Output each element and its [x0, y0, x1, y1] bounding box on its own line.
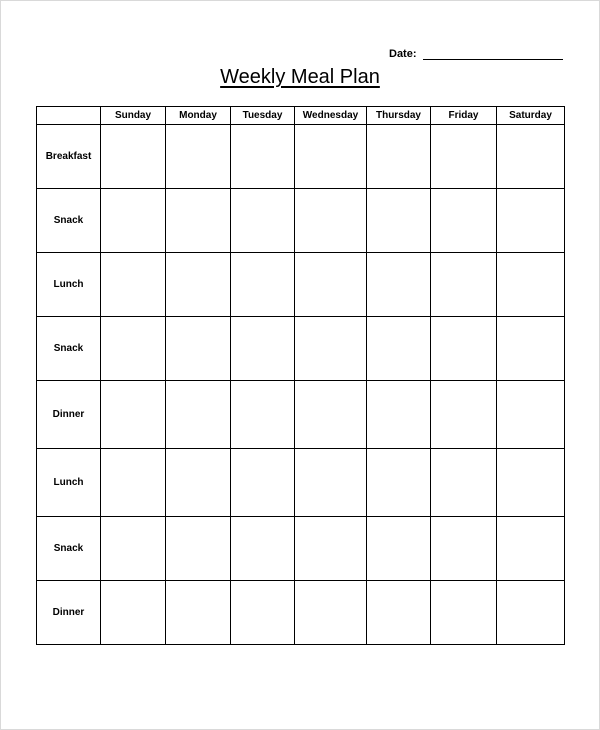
meal-cell[interactable] [166, 449, 231, 517]
column-header-sunday: Sunday [101, 107, 166, 125]
title-text: Weekly Meal Plan [220, 66, 380, 88]
meal-cell[interactable] [431, 317, 497, 381]
meal-cell[interactable] [295, 125, 367, 189]
meal-cell[interactable] [431, 189, 497, 253]
meal-cell[interactable] [431, 381, 497, 449]
meal-cell[interactable] [166, 317, 231, 381]
column-header-friday: Friday [431, 107, 497, 125]
page-title [0, 66, 600, 89]
table-row [37, 449, 565, 517]
meal-cell[interactable] [431, 517, 497, 581]
meal-cell[interactable] [166, 253, 231, 317]
column-header-wednesday: Wednesday [295, 107, 367, 125]
meal-cell[interactable] [367, 189, 431, 253]
column-header-thursday: Thursday [367, 107, 431, 125]
meal-cell[interactable] [231, 581, 295, 645]
row-label-snack: Snack [37, 317, 101, 381]
table-row [37, 125, 565, 189]
meal-cell[interactable] [231, 253, 295, 317]
table-row [37, 517, 565, 581]
meal-cell[interactable] [295, 189, 367, 253]
meal-cell[interactable] [367, 581, 431, 645]
meal-cell[interactable] [295, 381, 367, 449]
meal-cell[interactable] [367, 517, 431, 581]
meal-cell[interactable] [367, 381, 431, 449]
column-header-monday: Monday [166, 107, 231, 125]
meal-cell[interactable] [166, 517, 231, 581]
meal-cell[interactable] [231, 517, 295, 581]
row-label-breakfast: Breakfast [37, 125, 101, 189]
column-header-saturday: Saturday [497, 107, 565, 125]
meal-cell[interactable] [367, 449, 431, 517]
meal-cell[interactable] [101, 581, 166, 645]
meal-cell[interactable] [497, 449, 565, 517]
row-label-dinner: Dinner [37, 581, 101, 645]
meal-cell[interactable] [101, 189, 166, 253]
row-label-snack: Snack [37, 517, 101, 581]
meal-cell[interactable] [101, 381, 166, 449]
meal-cell[interactable] [497, 381, 565, 449]
meal-plan-table [36, 106, 565, 645]
meal-cell[interactable] [231, 317, 295, 381]
meal-cell[interactable] [431, 125, 497, 189]
meal-cell[interactable] [101, 317, 166, 381]
meal-cell[interactable] [295, 517, 367, 581]
table-row [37, 581, 565, 645]
header-row [37, 107, 565, 125]
meal-cell[interactable] [497, 517, 565, 581]
date-field [389, 48, 563, 60]
meal-cell[interactable] [497, 317, 565, 381]
meal-cell[interactable] [295, 449, 367, 517]
meal-cell[interactable] [166, 189, 231, 253]
column-header-tuesday: Tuesday [231, 107, 295, 125]
date-blank-line[interactable] [423, 49, 563, 60]
meal-cell[interactable] [497, 253, 565, 317]
table-row [37, 381, 565, 449]
meal-cell[interactable] [101, 449, 166, 517]
meal-cell[interactable] [431, 581, 497, 645]
table-row [37, 253, 565, 317]
meal-cell[interactable] [295, 253, 367, 317]
row-label-dinner: Dinner [37, 381, 101, 449]
table-row [37, 317, 565, 381]
meal-cell[interactable] [367, 317, 431, 381]
meal-cell[interactable] [497, 581, 565, 645]
meal-cell[interactable] [431, 449, 497, 517]
meal-cell[interactable] [231, 125, 295, 189]
meal-cell[interactable] [231, 449, 295, 517]
row-label-lunch: Lunch [37, 253, 101, 317]
meal-cell[interactable] [101, 125, 166, 189]
corner-cell [37, 107, 101, 125]
meal-cell[interactable] [166, 581, 231, 645]
date-label: Date: [389, 48, 417, 60]
meal-cell[interactable] [497, 125, 565, 189]
meal-cell[interactable] [231, 189, 295, 253]
meal-cell[interactable] [231, 381, 295, 449]
meal-cell[interactable] [295, 581, 367, 645]
meal-cell[interactable] [497, 189, 565, 253]
row-label-lunch: Lunch [37, 449, 101, 517]
meal-cell[interactable] [166, 381, 231, 449]
meal-cell[interactable] [431, 253, 497, 317]
meal-cell[interactable] [367, 125, 431, 189]
meal-cell[interactable] [101, 253, 166, 317]
meal-cell[interactable] [166, 125, 231, 189]
table-row [37, 189, 565, 253]
row-label-snack: Snack [37, 189, 101, 253]
meal-cell[interactable] [295, 317, 367, 381]
meal-cell[interactable] [367, 253, 431, 317]
meal-cell[interactable] [101, 517, 166, 581]
